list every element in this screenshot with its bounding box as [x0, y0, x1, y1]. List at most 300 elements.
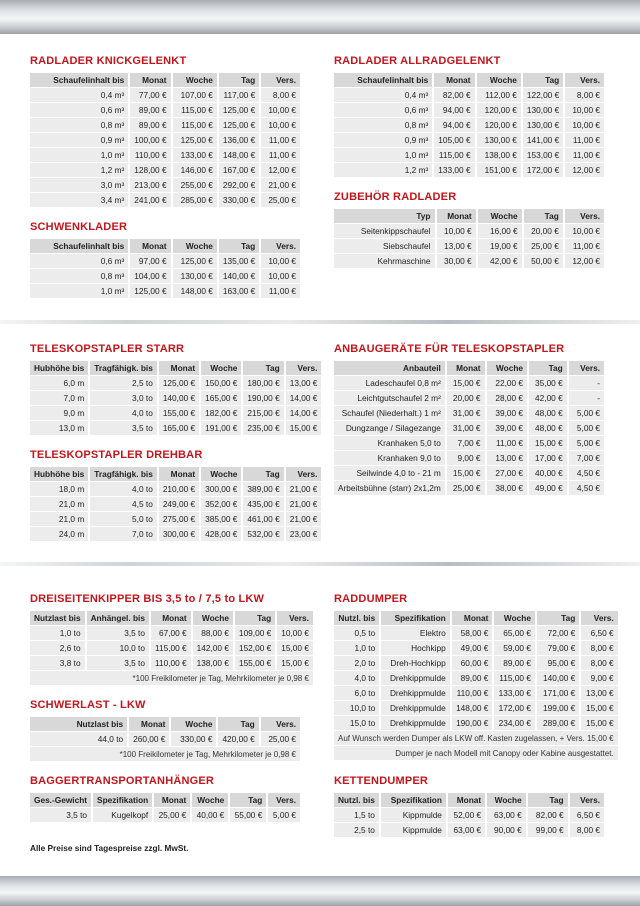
table-cell: 10,00 €: [277, 625, 313, 640]
table-cell: 14,00 €: [286, 390, 322, 405]
table-cell: 9,00 €: [447, 450, 485, 465]
column-header: Anhängel. bis: [87, 611, 149, 625]
table-cell: 15,00 €: [581, 715, 617, 730]
table-cell: 141,00 €: [523, 132, 563, 147]
price-table: [28, 717, 302, 761]
table-cell: 2,6 to: [30, 640, 85, 655]
column-header: Schaufelinhalt bis: [30, 73, 128, 87]
header-metal-band: [0, 0, 640, 34]
table-cell: 16,00 €: [478, 223, 522, 238]
table-cell: 20,00 €: [524, 223, 563, 238]
price-table: [28, 793, 302, 822]
table-row: [30, 87, 300, 102]
table-row: [30, 162, 300, 177]
column-header: Spezifikation: [381, 793, 446, 807]
table-cell: 38,00 €: [487, 480, 528, 495]
table-cell: 107,00 €: [173, 87, 217, 102]
table-cell: 25,00 €: [447, 480, 485, 495]
table-cell: 48,00 €: [529, 420, 567, 435]
table-cell: 167,00 €: [219, 162, 259, 177]
table-cell: 0,6 m³: [30, 102, 128, 117]
column-header: Woche: [173, 239, 217, 253]
table-cell: 3,0 to: [90, 390, 157, 405]
section-title: TELESKOPSTAPLER STARR: [30, 343, 185, 355]
table-cell: 10,00 €: [437, 223, 476, 238]
table-cell: Seilwinde 4,0 to - 21 m: [334, 465, 445, 480]
column-header: Monat: [452, 611, 493, 625]
table-cell: 420,00 €: [218, 731, 258, 746]
section-kettendumper: [334, 774, 606, 837]
table-cell: 9,0 m: [30, 405, 88, 420]
column-header: Schaufelinhalt bis: [334, 73, 432, 87]
column-header: Vers.: [286, 361, 322, 375]
table-cell: 285,00 €: [173, 192, 217, 207]
section-title: KETTENDUMPER: [334, 775, 429, 787]
table-cell: 8,00 €: [570, 822, 604, 837]
table-row: [334, 822, 604, 837]
table-cell: 109,00 €: [235, 625, 275, 640]
table-note: Auf Wunsch werden Dumper als LKW off. Kasten zugelassen, + Vers. 15,00 €: [334, 730, 618, 745]
table-cell: 210,00 €: [159, 481, 199, 496]
table-cell: 138,00 €: [477, 147, 521, 162]
table-row: [334, 420, 604, 435]
table-cell: 21,00 €: [286, 511, 322, 526]
table-cell: 190,00 €: [452, 715, 493, 730]
column-header: Woche: [193, 611, 233, 625]
table-cell: 10,00 €: [565, 102, 604, 117]
column-header: Tragfähigk. bis: [90, 467, 157, 481]
column-header: Monat: [447, 361, 485, 375]
section-baggertransportanhaenger: [30, 774, 302, 822]
section-raddumper: [334, 592, 614, 760]
table-cell: Drehkippmulde: [381, 685, 450, 700]
table-cell: 122,00 €: [523, 87, 563, 102]
table-cell: Kranhaken 9,0 to: [334, 450, 445, 465]
table-cell: 11,00 €: [565, 147, 604, 162]
table-cell: 25,00 €: [261, 192, 300, 207]
table-row: [334, 405, 604, 420]
table-cell: 165,00 €: [201, 390, 241, 405]
column-header: Woche: [487, 793, 526, 807]
table-cell: 0,5 to: [334, 625, 379, 640]
section-radlader-knickgelenkt: [30, 54, 302, 207]
table-cell: 115,00 €: [434, 147, 474, 162]
table-cell: 165,00 €: [159, 420, 199, 435]
table-cell: 100,00 €: [130, 132, 170, 147]
table-cell: Leichtgutschaufel 2 m²: [334, 390, 445, 405]
table-cell: 148,00 €: [173, 283, 217, 298]
column-header: Tag: [523, 73, 563, 87]
table-row: [30, 731, 300, 746]
table-cell: 532,00 €: [243, 526, 283, 541]
table-cell: Siebschaufel: [334, 238, 435, 253]
column-header: Tag: [243, 467, 283, 481]
table-cell: 125,00 €: [173, 253, 217, 268]
table-cell: Drehkippmulde: [381, 700, 450, 715]
table-cell: 125,00 €: [159, 375, 199, 390]
table-cell: 49,00 €: [529, 480, 567, 495]
column-header: Monat: [151, 611, 191, 625]
table-cell: 171,00 €: [537, 685, 579, 700]
table-row: [30, 640, 313, 655]
table-cell: 133,00 €: [494, 685, 535, 700]
table-cell: 105,00 €: [434, 132, 474, 147]
table-cell: 138,00 €: [193, 655, 233, 670]
table-cell: 20,00 €: [447, 390, 485, 405]
footnote-prices: Alle Preise sind Tagespreise zzgl. MwSt.: [30, 843, 189, 853]
table-cell: 11,00 €: [261, 132, 300, 147]
column-header: Vers.: [261, 239, 300, 253]
table-cell: 79,00 €: [537, 640, 579, 655]
table-cell: 9,00 €: [581, 670, 617, 685]
table-cell: 135,00 €: [219, 253, 259, 268]
table-row: [30, 511, 321, 526]
table-cell: 8,00 €: [581, 655, 617, 670]
table-cell: 22,00 €: [487, 375, 528, 390]
table-row: [30, 117, 300, 132]
table-cell: 90,00 €: [487, 822, 526, 837]
table-cell: 5,00 €: [569, 420, 604, 435]
column-header: Typ: [334, 209, 435, 223]
price-table: [332, 611, 620, 760]
table-cell: Elektro: [381, 625, 450, 640]
column-header: Woche: [477, 73, 521, 87]
table-cell: 8,00 €: [565, 87, 604, 102]
column-header: Nutzl. bis: [334, 611, 379, 625]
column-header: Nutzl. bis: [334, 793, 379, 807]
table-row: [334, 162, 604, 177]
table-cell: 199,00 €: [537, 700, 579, 715]
table-cell: 12,00 €: [565, 162, 604, 177]
table-cell: 11,00 €: [487, 435, 528, 450]
table-cell: 60,00 €: [452, 655, 493, 670]
table-header-row: [30, 611, 313, 625]
section-title: RADLADER ALLRADGELENKT: [334, 55, 501, 67]
table-cell: 1,2 m³: [334, 162, 432, 177]
table-cell: 6,0 to: [334, 685, 379, 700]
table-cell: 4,0 to: [334, 670, 379, 685]
column-header: Monat: [448, 793, 485, 807]
table-cell: 7,0 to: [90, 526, 157, 541]
table-row: [334, 625, 618, 640]
table-cell: Drehkippmulde: [381, 715, 450, 730]
section-title: TELESKOPSTAPLER DREHBAR: [30, 449, 203, 461]
section-schwenklader: [30, 220, 302, 298]
table-cell: 67,00 €: [151, 625, 191, 640]
table-cell: -: [569, 390, 604, 405]
price-table: [28, 467, 323, 541]
table-cell: 7,00 €: [447, 435, 485, 450]
section-radlader-allradgelenkt: [334, 54, 606, 177]
table-row: [334, 640, 618, 655]
table-row: [30, 405, 321, 420]
section-dreiseitenkipper: [30, 592, 309, 685]
table-cell: 21,00 €: [286, 496, 322, 511]
section-divider: [0, 320, 640, 324]
table-cell: 4,50 €: [569, 465, 604, 480]
column-header: Spezifikation: [381, 611, 450, 625]
table-row: [334, 253, 604, 268]
table-row: [30, 283, 300, 298]
table-cell: 3,0 m³: [30, 177, 128, 192]
column-header: Tag: [218, 717, 258, 731]
column-header: Anbauteil: [334, 361, 445, 375]
table-cell: 12,00 €: [565, 253, 604, 268]
table-cell: 23,00 €: [286, 526, 322, 541]
table-cell: 128,00 €: [130, 162, 170, 177]
column-header: Ges.-Gewicht: [30, 793, 91, 807]
table-cell: 1,2 m³: [30, 162, 128, 177]
table-cell: -: [569, 375, 604, 390]
table-cell: 117,00 €: [219, 87, 259, 102]
table-cell: 146,00 €: [173, 162, 217, 177]
price-table: [28, 239, 302, 298]
table-cell: 125,00 €: [130, 283, 170, 298]
table-cell: 292,00 €: [219, 177, 259, 192]
table-cell: 0,9 m³: [334, 132, 432, 147]
table-cell: 17,00 €: [529, 450, 567, 465]
table-cell: 3,8 to: [30, 655, 85, 670]
price-table: [28, 611, 315, 685]
table-cell: Seitenkippschaufel: [334, 223, 435, 238]
table-cell: 2,0 to: [334, 655, 379, 670]
table-cell: 125,00 €: [219, 102, 259, 117]
table-cell: 0,6 m³: [334, 102, 432, 117]
table-header-row: [30, 793, 300, 807]
section-teleskopstapler-starr: [30, 342, 318, 435]
column-header: Tag: [243, 361, 283, 375]
table-cell: 24,0 m: [30, 526, 88, 541]
table-header-row: [334, 361, 604, 375]
table-cell: 13,00 €: [437, 238, 476, 253]
column-header: Monat: [159, 361, 199, 375]
table-cell: 35,00 €: [529, 375, 567, 390]
table-note-row: [334, 745, 618, 760]
table-cell: 89,00 €: [130, 117, 170, 132]
table-cell: 155,00 €: [235, 655, 275, 670]
table-row: [334, 450, 604, 465]
table-cell: 82,00 €: [528, 807, 568, 822]
table-cell: 140,00 €: [537, 670, 579, 685]
table-cell: 10,0 to: [87, 640, 149, 655]
table-cell: 1,5 to: [334, 807, 379, 822]
column-header: Monat: [437, 209, 476, 223]
table-cell: 0,4 m³: [334, 87, 432, 102]
table-cell: 6,50 €: [581, 625, 617, 640]
table-row: [334, 655, 618, 670]
section-schwerlast-lkw: [30, 698, 302, 761]
column-header: Spezifikation: [93, 793, 152, 807]
table-cell: 330,00 €: [219, 192, 259, 207]
column-header: Woche: [494, 611, 535, 625]
table-cell: 115,00 €: [494, 670, 535, 685]
section-title: SCHWERLAST - LKW: [30, 699, 146, 711]
table-cell: 115,00 €: [173, 117, 217, 132]
table-cell: 2,5 to: [334, 822, 379, 837]
table-cell: Ladeschaufel 0,8 m²: [334, 375, 445, 390]
table-row: [334, 102, 604, 117]
table-cell: 110,00 €: [452, 685, 493, 700]
section-divider: [0, 562, 640, 566]
table-note-row: [30, 746, 300, 761]
price-table: [332, 793, 606, 837]
table-cell: 10,00 €: [261, 268, 300, 283]
table-cell: 25,00 €: [524, 238, 563, 253]
table-cell: Kugelkopf: [93, 807, 152, 822]
column-header: Woche: [171, 717, 216, 731]
table-cell: 89,00 €: [452, 670, 493, 685]
table-cell: 155,00 €: [159, 405, 199, 420]
table-cell: 94,00 €: [434, 117, 474, 132]
table-cell: 10,00 €: [565, 117, 604, 132]
column-header: Vers.: [570, 793, 604, 807]
column-header: Vers.: [286, 467, 322, 481]
table-cell: 99,00 €: [528, 822, 568, 837]
section-title: RADDUMPER: [334, 593, 408, 605]
table-cell: 120,00 €: [477, 117, 521, 132]
table-cell: 300,00 €: [159, 526, 199, 541]
table-cell: Arbeitsbühne (starr) 2x1,2m: [334, 480, 445, 495]
table-cell: 5,00 €: [569, 405, 604, 420]
column-header: Tag: [219, 239, 259, 253]
table-header-row: [334, 73, 604, 87]
table-cell: 15,00 €: [277, 655, 313, 670]
table-row: [334, 238, 604, 253]
table-row: [334, 670, 618, 685]
table-cell: 130,00 €: [523, 117, 563, 132]
column-header: Vers.: [261, 717, 300, 731]
table-cell: 1,0 m³: [30, 147, 128, 162]
table-cell: 39,00 €: [487, 405, 528, 420]
table-row: [334, 685, 618, 700]
table-cell: 13,0 m: [30, 420, 88, 435]
column-header: Vers.: [565, 209, 604, 223]
table-cell: 10,00 €: [261, 117, 300, 132]
table-cell: 151,00 €: [477, 162, 521, 177]
table-cell: 4,5 to: [90, 496, 157, 511]
table-cell: 385,00 €: [201, 511, 241, 526]
table-row: [30, 132, 300, 147]
table-cell: 1,0 m³: [334, 147, 432, 162]
table-cell: 89,00 €: [494, 655, 535, 670]
table-cell: 94,00 €: [434, 102, 474, 117]
table-cell: 289,00 €: [537, 715, 579, 730]
table-cell: 275,00 €: [159, 511, 199, 526]
table-cell: 0,9 m³: [30, 132, 128, 147]
table-cell: 130,00 €: [173, 268, 217, 283]
table-cell: 6,0 m: [30, 375, 88, 390]
table-cell: 40,00 €: [529, 465, 567, 480]
table-cell: 0,8 m³: [30, 117, 128, 132]
table-row: [334, 435, 604, 450]
table-cell: 241,00 €: [130, 192, 170, 207]
column-header: Hubhöhe bis: [30, 361, 88, 375]
table-cell: 15,00 €: [581, 700, 617, 715]
column-header: Woche: [201, 361, 241, 375]
table-row: [30, 481, 321, 496]
table-cell: 11,00 €: [261, 283, 300, 298]
table-cell: 8,00 €: [261, 87, 300, 102]
table-cell: 330,00 €: [171, 731, 216, 746]
table-cell: 1,0 to: [30, 625, 85, 640]
table-cell: 21,00 €: [286, 481, 322, 496]
table-cell: 59,00 €: [494, 640, 535, 655]
column-header: Tag: [235, 611, 275, 625]
table-cell: 13,00 €: [487, 450, 528, 465]
table-row: [30, 496, 321, 511]
table-cell: 21,0 m: [30, 496, 88, 511]
table-cell: 142,00 €: [193, 640, 233, 655]
table-cell: 1,0 to: [334, 640, 379, 655]
table-cell: 3,5 to: [87, 655, 149, 670]
table-row: [30, 102, 300, 117]
table-header-row: [30, 239, 300, 253]
table-cell: 4,0 to: [90, 405, 157, 420]
table-row: [334, 132, 604, 147]
table-cell: 125,00 €: [219, 117, 259, 132]
table-cell: Dungzange / Silagezange: [334, 420, 445, 435]
table-row: [334, 375, 604, 390]
table-row: [30, 420, 321, 435]
table-cell: 435,00 €: [243, 496, 283, 511]
table-cell: 39,00 €: [487, 420, 528, 435]
table-cell: 115,00 €: [173, 102, 217, 117]
footer-metal-band: [0, 876, 640, 906]
table-cell: 10,00 €: [261, 253, 300, 268]
table-cell: 255,00 €: [173, 177, 217, 192]
table-cell: 213,00 €: [130, 177, 170, 192]
table-cell: 11,00 €: [565, 238, 604, 253]
column-header: Nutzlast bis: [30, 611, 85, 625]
table-cell: 172,00 €: [494, 700, 535, 715]
table-cell: 3,5 to: [30, 807, 91, 822]
table-note-row: [30, 670, 313, 685]
column-header: Vers.: [268, 793, 300, 807]
table-cell: 5,00 €: [268, 807, 300, 822]
column-header: Woche: [201, 467, 241, 481]
table-cell: 150,00 €: [201, 375, 241, 390]
table-cell: 130,00 €: [523, 102, 563, 117]
table-cell: 30,00 €: [437, 253, 476, 268]
column-header: Woche: [487, 361, 528, 375]
table-cell: 190,00 €: [243, 390, 283, 405]
table-cell: 112,00 €: [477, 87, 521, 102]
table-cell: 153,00 €: [523, 147, 563, 162]
table-cell: 21,00 €: [261, 177, 300, 192]
table-header-row: [30, 467, 321, 481]
table-cell: 125,00 €: [173, 132, 217, 147]
table-cell: 14,00 €: [286, 405, 322, 420]
table-row: [334, 465, 604, 480]
column-header: Tag: [230, 793, 266, 807]
table-cell: 136,00 €: [219, 132, 259, 147]
table-cell: Hochkipp: [381, 640, 450, 655]
table-cell: 115,00 €: [151, 640, 191, 655]
table-row: [334, 807, 604, 822]
table-cell: 5,00 €: [569, 435, 604, 450]
column-header: Tag: [529, 361, 567, 375]
table-cell: 10,00 €: [261, 102, 300, 117]
table-cell: 18,0 m: [30, 481, 88, 496]
table-cell: 104,00 €: [130, 268, 170, 283]
section-title: SCHWENKLADER: [30, 221, 128, 233]
table-cell: 21,0 m: [30, 511, 88, 526]
table-cell: 25,00 €: [154, 807, 190, 822]
table-header-row: [30, 73, 300, 87]
column-header: Tag: [524, 209, 563, 223]
table-cell: 260,00 €: [129, 731, 169, 746]
table-cell: 15,00 €: [529, 435, 567, 450]
